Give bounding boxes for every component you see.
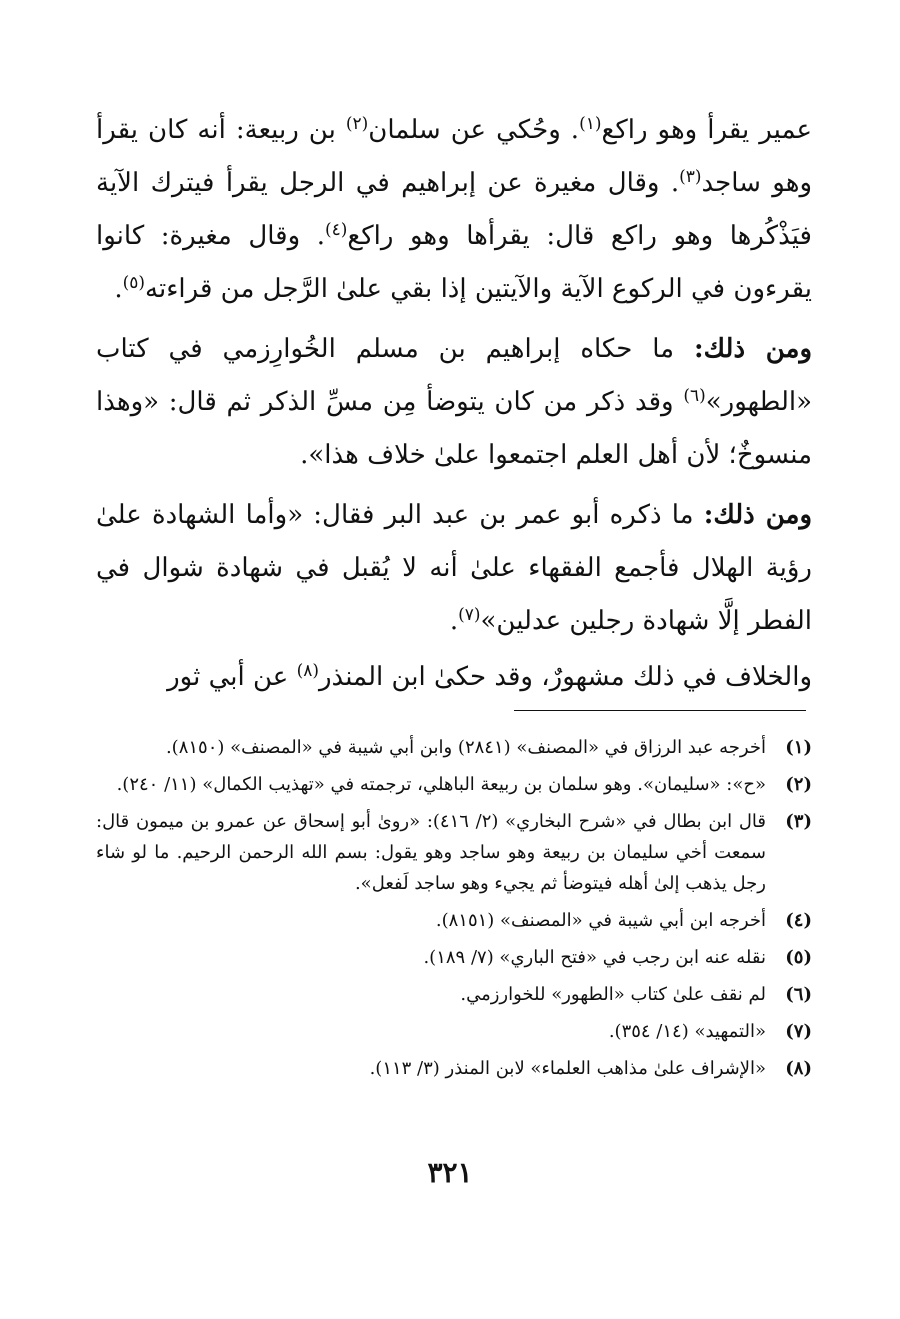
body-text-run: . وقال مغيرة: كانوا يقرءون في الركوع الآية والآيتين إذا بقي علىٰ الرَّجل من قراءته — [96, 221, 812, 304]
page-number: ٣٢١ — [427, 1156, 473, 1189]
body-text-run: . وحُكي عن سلمان — [368, 115, 580, 145]
footnote-item — [96, 905, 812, 936]
paragraph-2 — [96, 323, 812, 482]
footnote-text: «ح»: «سليمان». وهو سلمان بن ربيعة الباهلي، ترجمته في «تهذيب الكمال» (١١/ ٢٤٠). — [116, 774, 766, 795]
footnote-number: (٢) — [785, 774, 812, 795]
footnote-text: «التمهيد» (١٤/ ٣٥٤). — [608, 1021, 766, 1042]
footnote-item — [96, 732, 812, 763]
footnote-item — [96, 979, 812, 1010]
footnote-number: (٨) — [785, 1058, 812, 1079]
body-text-run: . — [114, 274, 123, 304]
footnote-text: لم نقف علىٰ كتاب «الطهور» للخوارزمي. — [460, 984, 766, 1005]
footnote-item — [96, 1016, 812, 1047]
body-text-run: ما ذكره أبو عمر بن عبد البر فقال: «وأما الشهادة علىٰ رؤية الهلال فأجمع الفقهاء علىٰ أنه لا يُقبل في شهادة شوال في الفطر إلَّا شهادة رجلين عدلين» — [96, 500, 812, 636]
body-text-run: عمير يقرأ وهو راكع — [601, 115, 813, 145]
footnote-divider — [514, 710, 806, 711]
body-text-run: بن ربيعة: أنه كان يقرأ وهو ساجد — [96, 115, 813, 198]
body-text-run: والخلاف في ذلك مشهورٌ، وقد حكىٰ ابن المنذر — [318, 662, 812, 692]
body-text-run: . — [449, 606, 459, 636]
footnote-number: (٣) — [785, 811, 812, 832]
paragraph-lead: ومن ذلك: — [703, 500, 812, 530]
body-text-run: وقد ذكر من كان يتوضأ مِن مسِّ الذكر ثم قال: «وهذا منسوخٌ؛ لأن أهل العلم اجتمعوا علىٰ خلاف هذا». — [96, 387, 812, 470]
footnote-item — [96, 806, 812, 899]
footnote-number: (٤) — [785, 910, 812, 931]
footnote-item — [96, 769, 812, 800]
footnote-number: (٧) — [785, 1021, 812, 1042]
footnote-ref-4: (٤) — [324, 220, 348, 240]
footnote-ref-1: (١) — [579, 114, 602, 134]
body-text-run: عن أبي ثور — [167, 662, 297, 692]
footnote-item — [96, 942, 812, 973]
paragraph-4 — [96, 651, 812, 704]
footnote-number: (٥) — [785, 947, 812, 968]
footnote-text: قال ابن بطال في «شرح البخاري» (٢/ ٤١٦): «روىٰ أبو إسحاق عن عمرو بن ميمون قال: سمعت أخي سليمان بن ربيعة وهو ساجد وهو يقول: بسم الله الرحمن الرحيم. ما لو شاء رجل يذهب إلىٰ أهله فيتوضأ ثم يجيء وهو ساجد لَفعل». — [96, 811, 766, 894]
footnote-item — [96, 1053, 812, 1084]
footnote-ref-7: (٧) — [458, 605, 481, 625]
footnote-ref-3: (٣) — [679, 167, 702, 187]
footnotes-list — [96, 732, 812, 1090]
footnote-text: أخرجه عبد الرزاق في «المصنف» (٢٨٤١) وابن أبي شيبة في «المصنف» (٨١٥٠). — [165, 737, 766, 758]
footnote-ref-5: (٥) — [122, 273, 146, 293]
footnote-ref-6: (٦) — [683, 386, 706, 406]
footnote-text: أخرجه ابن أبي شيبة في «المصنف» (٨١٥١). — [435, 910, 766, 931]
footnote-number: (٦) — [785, 984, 812, 1005]
body-text-run: . وقال مغيرة عن إبراهيم في الرجل يقرأ فيترك الآية فيَذْكُرها وهو راكع قال: يقرأها وهو راكع — [96, 168, 812, 251]
footnote-text: نقله عنه ابن رجب في «فتح الباري» (٧/ ١٨٩). — [423, 947, 766, 968]
footnote-number: (١) — [785, 737, 812, 758]
paragraph-lead: ومن ذلك: — [694, 334, 813, 364]
body-text-run: ما حكاه إبراهيم بن مسلم الخُوارِزمي في كتاب «الطهور» — [96, 334, 812, 417]
footnote-ref-8: (٨) — [296, 661, 319, 681]
footnote-text: «الإشراف علىٰ مذاهب العلماء» لابن المنذر (٣/ ١١٣). — [369, 1058, 766, 1079]
paragraph-3 — [96, 489, 812, 648]
footnote-ref-2: (٢) — [345, 114, 369, 134]
paragraph-1 — [96, 104, 812, 316]
